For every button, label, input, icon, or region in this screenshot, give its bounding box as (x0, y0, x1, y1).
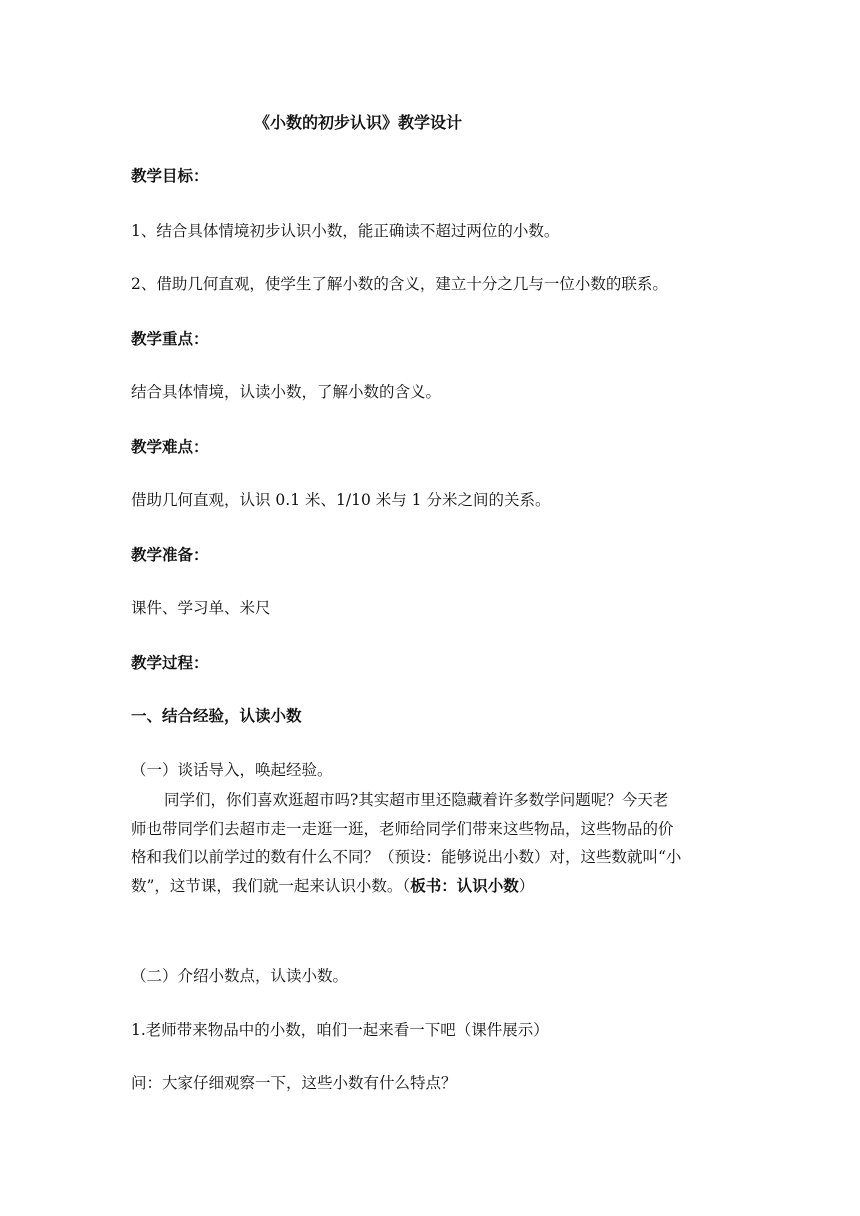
paragraph-line-1: 同学们，你们喜欢逛超市吗?其实超市里还隐藏着许多数学问题呢？今天老 (164, 791, 669, 809)
document-title: 《小数的初步认识》教学设计 (254, 113, 463, 132)
key-points-heading: 教学重点： (131, 330, 209, 348)
subsection-1-heading: （一）谈话导入，唤起经验。 (131, 761, 333, 779)
process-heading: 教学过程： (131, 654, 209, 672)
board-note: 板书：认识小数 (410, 876, 519, 895)
difficulties-heading: 教学难点： (131, 438, 209, 456)
subsection-2-heading: （二）介绍小数点，认读小数。 (131, 967, 349, 985)
paragraph-line-4-end: ） (518, 876, 535, 895)
paragraph-line-2: 师也带同学们去超市走一走逛一逛，老师给同学们带来这些物品，这些物品的价 (131, 819, 674, 838)
difficulties-text: 借助几何直观，认识 0.1 米、1/10 米与 1 分米之间的关系。 (131, 491, 551, 509)
objective-2: 2、借助几何直观，使学生了解小数的含义，建立十分之几与一位小数的联系。 (131, 275, 668, 293)
key-points-text: 结合具体情境，认读小数，了解小数的含义。 (131, 383, 442, 401)
intro-paragraph (131, 786, 731, 900)
preparation-text: 课件、学习单、米尺 (131, 599, 271, 617)
section-1-heading: 一、结合经验，认读小数 (131, 707, 302, 725)
paragraph-line-3: 格和我们以前学过的数有什么不同？（预设：能够说出小数）对，这些数就叫“小 (131, 848, 682, 866)
paragraph-line-4-text: 数”，这节课，我们就一起来认识小数。（ (131, 876, 411, 895)
paragraph-line-4 (131, 872, 731, 901)
question-1: 问：大家仔细观察一下，这些小数有什么特点？ (131, 1074, 457, 1092)
objective-1: 1、结合具体情境初步认识小数，能正确读不超过两位的小数。 (131, 222, 560, 240)
objectives-heading: 教学目标： (131, 167, 209, 185)
item-1: 1.老师带来物品中的小数，咱们一起来看一下吧（课件展示） (131, 1021, 549, 1039)
preparation-heading: 教学准备： (131, 546, 209, 564)
